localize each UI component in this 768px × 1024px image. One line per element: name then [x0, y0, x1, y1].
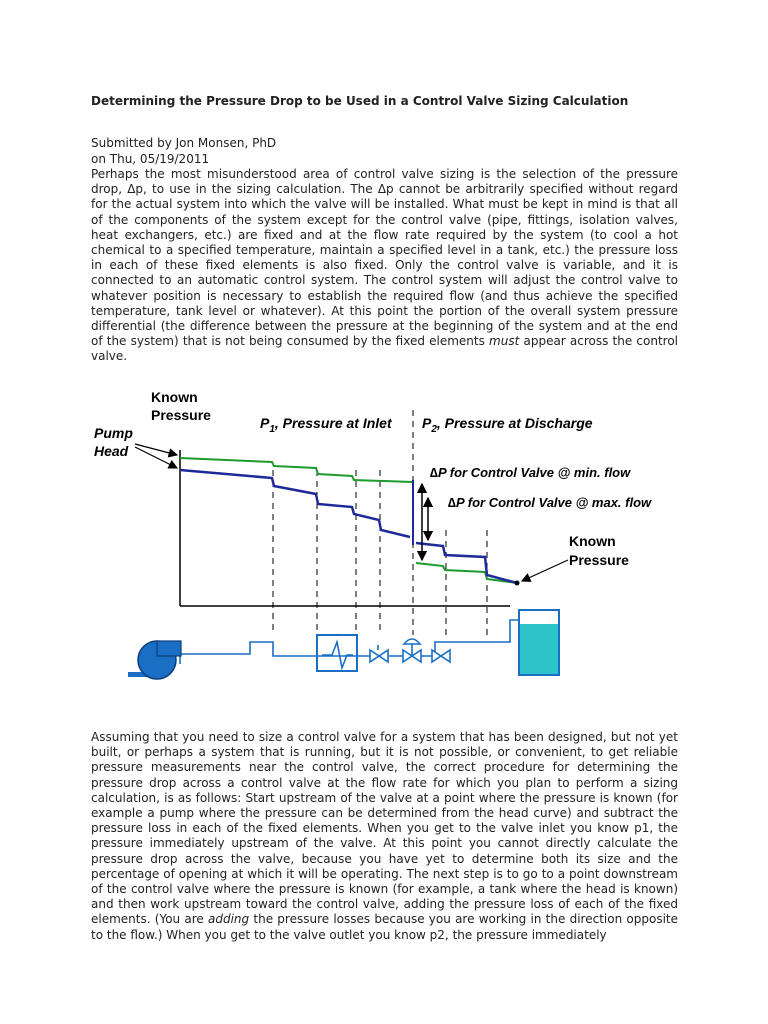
tank-liquid	[520, 624, 558, 674]
known-pressure-pointer	[522, 560, 568, 581]
emphasis-adding: adding	[208, 912, 250, 927]
label-dp-min-flow: ∆P for Control Valve @ min. flow	[430, 465, 631, 480]
paragraph-intro-text: Perhaps the most misunderstood area of control valve sizing is the selection of the pressure drop, Δp, to use in the sizing calculation. The Δp cannot be arbitrarily specified without regard for the actual system into which the valve will be installed. What must be kept in mind is that all of the components of the system except for the control valve (pipe, fittings, isolation valves, heat exchangers, etc.) are fixed and at the flow rate required by the system (to cool a hot chemical to a specified temperature, maintain a specified level in a tank, etc.) the pressure loss in each of these fixed elements is also fixed. Only the control valve is variable, and it is connected to an automatic control system. The control system will adjust the control valve to whatever position is necessary to establish the required flow (and thus achieve the specified temperature, tank level or whatever). At this point the portion of the overall system pressure differential (the difference between the pressure at the beginning of the system and at the end of the system) that is not being consumed by the fixed elements	[91, 167, 678, 349]
paragraph-procedure	[91, 730, 678, 943]
byline: Submitted by Jon Monsen, PhD	[91, 136, 277, 150]
piping-schematic	[180, 610, 559, 675]
label-pump-head: Pump Head	[94, 425, 133, 459]
label-p2-discharge: $P_2$, Pressure at Discharge	[422, 415, 593, 435]
pressure-profile-diagram	[80, 380, 700, 710]
emphasis-must: must	[489, 334, 520, 349]
endpoint-dot	[515, 581, 520, 586]
post-date: on Thu, 05/19/2011	[91, 151, 210, 166]
pump-head-arrows	[135, 444, 177, 468]
label-known-pressure-right: Known Pressure	[569, 533, 629, 568]
paragraph-procedure-text: Assuming that you need to size a control valve for a system that has been designed, but not yet built, or perhaps a system that is running, but it is not possible, or convenient, to get reliable pressure measurements near the control valve, the correct procedure for determining the pressure drop across a control valve at the flow rate for which you plan to perform a sizing calculation, is as follows: Start upstream of the valve at a point where the pressure is known (for example a pump where the pressure can be determined from the head curve) and subtract the pressure loss in each of the fixed elements. When you get to the valve inlet you know p1, the pressure immediately upstream of the valve. At this point you cannot directly calculate the pressure drop across the valve, because you have yet to determine both its size and the percentage of opening at which it will be operating. The next step is to go to a point downstream of the control valve where the pressure is known (for example, a tank where the head is known) and then work upstream toward the control valve, adding the pressure loss of each of the fixed elements. (You are	[91, 730, 678, 927]
article-title: Determining the Pressure Drop to be Used in a Control Valve Sizing Calculation	[91, 94, 629, 108]
paragraph-procedure-end: the pressure losses because you are working in the direction opposite to the flow.) When you get to the valve outlet you know p2, the pressure immediately	[91, 912, 679, 942]
paragraph-intro	[91, 167, 678, 365]
dp-arrows	[422, 484, 428, 560]
article-meta	[91, 136, 276, 167]
label-dp-max-flow: ∆P for Control Valve @ max. flow	[448, 495, 652, 510]
label-p1-inlet: $P_1$, Pressure at Inlet	[260, 415, 392, 435]
high-flow-pressure-line	[180, 470, 517, 583]
paragraph-intro-end: appear across the control valve.	[91, 334, 678, 364]
label-known-pressure-top: Known Pressure	[151, 389, 211, 423]
pump-icon	[128, 641, 181, 679]
